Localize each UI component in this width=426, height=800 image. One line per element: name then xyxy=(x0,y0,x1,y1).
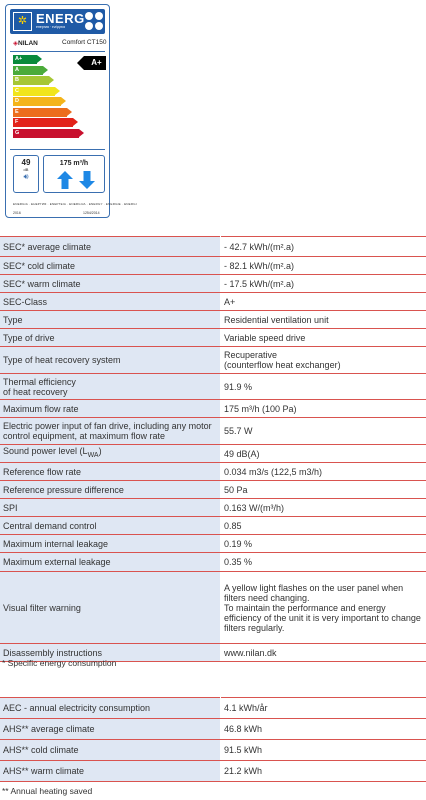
row-key: AHS** cold climate xyxy=(0,740,221,761)
row-value: 50 Pa xyxy=(221,481,426,499)
row-key: Type of drive xyxy=(0,329,221,347)
table-row xyxy=(0,400,426,418)
row-key: Disassembly instructions xyxy=(0,644,221,662)
row-key: SPI xyxy=(0,499,221,517)
row-key: Maximum flow rate xyxy=(0,400,221,418)
flow-rate-box xyxy=(43,155,105,193)
row-value: - 42.7 kWh/(m².a) xyxy=(221,237,426,257)
airflow-arrows-icon xyxy=(56,170,96,190)
row-key: Electric power input of fan drive, including any motor control equipment, at maximum flow rate xyxy=(0,418,221,445)
table-row xyxy=(0,463,426,481)
label-regulation-text: ENERGIA · ЕНЕРГИЯ · ΕΝΕΡΓΕΙΑ · ENERGIJA · ENERGY · ENERGIE · ENERGI xyxy=(13,202,137,206)
table-row xyxy=(0,517,426,535)
row-key: SEC* warm climate xyxy=(0,275,221,293)
table-row xyxy=(0,329,426,347)
label-header-circles-icon xyxy=(84,11,104,31)
energy-class-bar: F xyxy=(13,118,73,127)
row-value: 0.034 m3/s (122,5 m3/h) xyxy=(221,463,426,481)
row-value: 4.1 kWh/år xyxy=(221,698,426,719)
table-row xyxy=(0,237,426,257)
table-row xyxy=(0,311,426,329)
row-key: Sound power level $(L_{WA})$ xyxy=(0,445,221,463)
row-key: Maximum internal leakage xyxy=(0,535,221,553)
row-value: 91.9 % xyxy=(221,374,426,400)
label-regulation: 1254/2014 xyxy=(83,211,100,215)
row-value: 0.19 % xyxy=(221,535,426,553)
row-value: 49 dB(A) xyxy=(221,445,426,463)
table-row xyxy=(0,535,426,553)
energy-class-scale xyxy=(13,55,79,139)
table-row xyxy=(0,572,426,644)
row-value: - 82.1 kWh/(m².a) xyxy=(221,257,426,275)
table-row xyxy=(0,374,426,400)
energy-class-bar: A+ xyxy=(13,55,37,64)
sound-unit: dB xyxy=(23,167,29,172)
table-row xyxy=(0,761,426,782)
model-name: Comfort CT150 xyxy=(62,39,107,46)
label-divider xyxy=(10,149,105,150)
row-key: Visual filter warning xyxy=(0,572,221,644)
row-key: SEC* cold climate xyxy=(0,257,221,275)
row-value: 0.35 % xyxy=(221,553,426,572)
row-value: 55.7 W xyxy=(221,418,426,445)
annual-footnote: ** Annual heating saved xyxy=(2,786,93,796)
row-value: 0.85 xyxy=(221,517,426,535)
row-key: AHS** average climate xyxy=(0,719,221,740)
energy-class-bar: C xyxy=(13,87,55,96)
brand-name: NILAN xyxy=(18,40,38,47)
table-row xyxy=(0,347,426,374)
row-key: Reference pressure difference xyxy=(0,481,221,499)
row-value: - 17.5 kWh/(m².a) xyxy=(221,275,426,293)
row-key: Reference flow rate xyxy=(0,463,221,481)
row-key: Type of heat recovery system xyxy=(0,347,221,374)
row-key: Thermal efficiency of heat recovery xyxy=(0,374,221,400)
label-header-sub: енергия · ενέργεια xyxy=(36,25,65,29)
row-key: Type xyxy=(0,311,221,329)
row-value: 91.5 kWh xyxy=(221,740,426,761)
row-value[interactable]: www.nilan.dk xyxy=(221,644,426,662)
label-divider xyxy=(10,51,105,52)
table-row xyxy=(0,698,426,719)
table-row xyxy=(0,719,426,740)
row-value: Residential ventilation unit xyxy=(221,311,426,329)
table-row xyxy=(0,553,426,572)
row-value: A+ xyxy=(221,293,426,311)
speaker-icon: 🔊︎ xyxy=(23,172,29,181)
row-value: A yellow light flashes on the user panel when filters need changing. To maintain the performance and energy efficiency of the unit it is very important to change filters regularly. xyxy=(221,572,426,644)
energy-label xyxy=(5,4,137,218)
eu-flag-icon: ✲ xyxy=(13,12,32,31)
energy-class-bar: G xyxy=(13,129,79,138)
table-row xyxy=(0,481,426,499)
row-key: SEC* average climate xyxy=(0,237,221,257)
table-row xyxy=(0,275,426,293)
row-value: 46.8 kWh xyxy=(221,719,426,740)
table-row xyxy=(0,445,426,463)
label-header-word: ENERG xyxy=(36,11,85,26)
energy-class-bar: B xyxy=(13,76,49,85)
flow-value: 175 m³/h xyxy=(59,160,89,167)
annual-table xyxy=(0,697,426,782)
row-key: SEC-Class xyxy=(0,293,221,311)
row-value: Variable speed drive xyxy=(221,329,426,347)
row-value: Recuperative (counterflow heat exchanger) xyxy=(221,347,426,374)
label-year: 2016 xyxy=(13,211,21,215)
table-row xyxy=(0,293,426,311)
sound-value: 49 xyxy=(21,158,31,167)
row-value: 175 m³/h (100 Pa) xyxy=(221,400,426,418)
table-row xyxy=(0,418,426,445)
row-key: AHS** warm climate xyxy=(0,761,221,782)
row-value: 21.2 kWh xyxy=(221,761,426,782)
energy-class-indicator: A+ xyxy=(84,56,106,70)
table-row xyxy=(0,740,426,761)
row-key: AEC - annual electricity consumption xyxy=(0,698,221,719)
energy-class-bar: A xyxy=(13,66,43,75)
table-row xyxy=(0,257,426,275)
energy-class-bar: E xyxy=(13,108,67,117)
row-key: Central demand control xyxy=(0,517,221,535)
spec-table xyxy=(0,236,426,662)
energy-class-bar: D xyxy=(13,97,61,106)
sound-level-box xyxy=(13,155,39,193)
table-row xyxy=(0,499,426,517)
brand-logo: ◈NILAN xyxy=(13,40,38,47)
row-key: Maximum external leakage xyxy=(0,553,221,572)
row-value: 0.163 W/(m³/h) xyxy=(221,499,426,517)
label-header xyxy=(10,9,105,34)
spec-footnote: * Specific energy consumption xyxy=(2,658,117,668)
